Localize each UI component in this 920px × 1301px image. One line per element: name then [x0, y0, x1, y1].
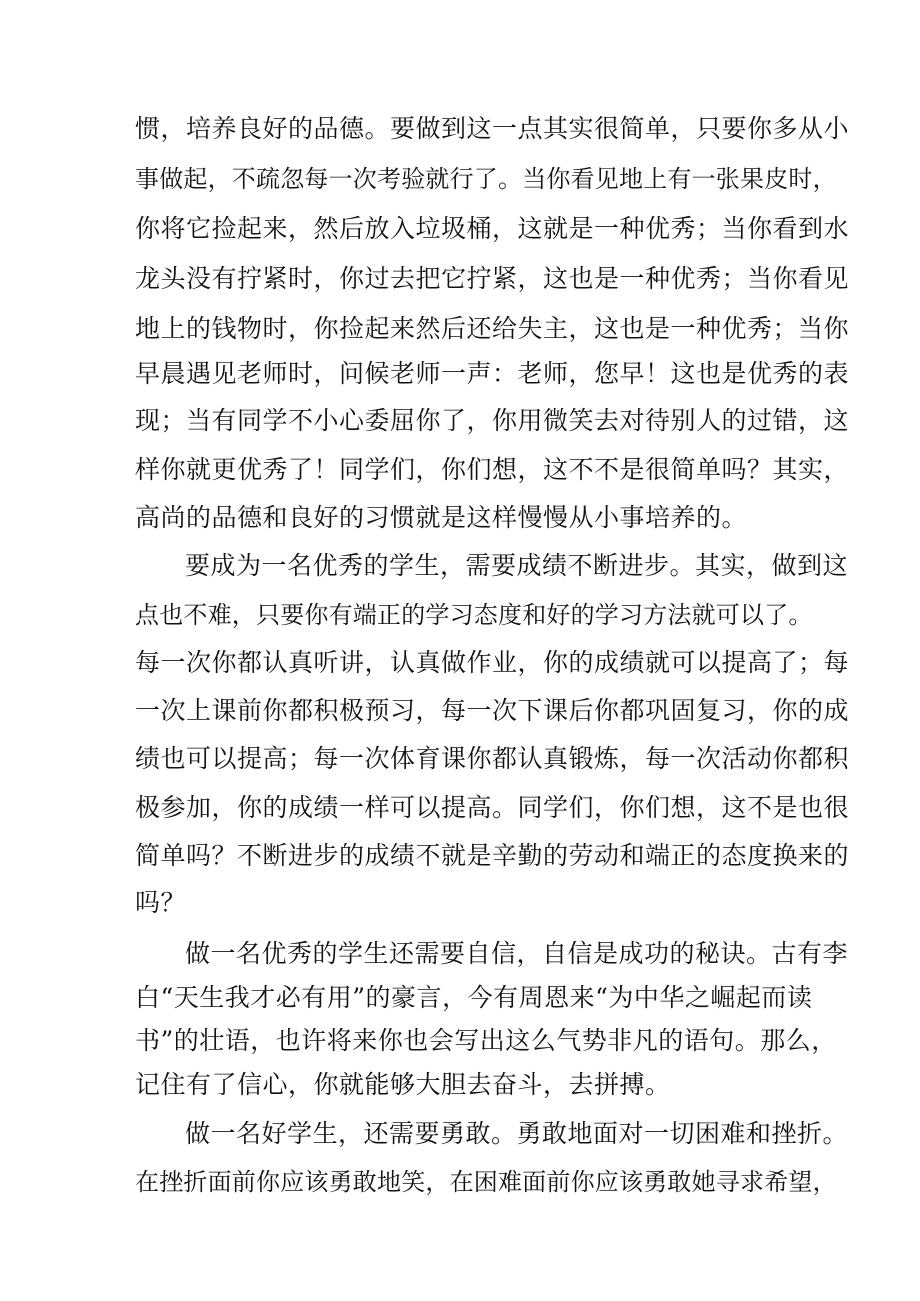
- paragraph-1-line-2: 事做起，不疏忽每一次考验就行了。当你看见地上有一张果皮时，: [135, 165, 837, 193]
- paragraph-2-line-3: 每一次你都认真听讲，认真做作业，你的成绩就可以提高了；每: [135, 648, 850, 677]
- paragraph-3-line-4: 记住有了信心，你就能够大胆去奋斗，去拼搏。: [135, 1070, 671, 1099]
- paragraph-2-line-7: 简单吗？不断进步的成绩不就是辛勤的劳动和端正的态度换来的: [135, 841, 850, 870]
- paragraph-2-line-5: 绩也可以提高；每一次体育课你都认真锻炼，每一次活动你都积: [135, 744, 850, 773]
- paragraph-1-line-7: 现；当有同学不小心委屈你了，你用微笑去对待别人的过错，这: [135, 406, 850, 435]
- paragraph-2-line-1: 要成为一名优秀的学生，需要成绩不断进步。其实，做到这: [185, 551, 849, 580]
- paragraph-2-line-2: 点也不难，只要你有端正的学习态度和好的学习方法就可以了。: [135, 601, 813, 629]
- paragraph-4-line-2: 在挫折面前你应该勇敢地笑，在困难面前你应该勇敢她寻求希望，: [135, 1168, 837, 1196]
- paragraph-1-line-6: 早晨遇见老师时，问候老师一声：老师，您早！这也是优秀的表: [135, 359, 850, 388]
- paragraph-3-line-3: 书”的壮语，也许将来你也会写出这么气势非凡的语句。那么，: [135, 1026, 837, 1055]
- paragraph-3-line-1: 做一名优秀的学生还需要自信，自信是成功的秘诀。古有李: [185, 939, 849, 968]
- paragraph-1-line-5: 地上的钱物时，你捡起来然后还给失主，这也是一种优秀；当你: [135, 314, 850, 343]
- paragraph-2-line-8: 吗？: [135, 888, 187, 917]
- paragraph-1-line-4: 龙头没有拧紧时，你过去把它拧紧，这也是一种优秀；当你看见: [135, 264, 850, 293]
- paragraph-3-line-2: 白“天生我才必有用”的豪言，今有周恩来“为中华之崛起而读: [135, 983, 813, 1012]
- paragraph-1-line-8: 样你就更优秀了！同学们，你们想，这不不是很简单吗？其实，: [135, 455, 850, 484]
- paragraph-2-line-4: 一次上课前你都积极预习，每一次下课后你都巩固复习，你的成: [135, 696, 850, 725]
- paragraph-1-line-9: 高尚的品德和良好的习惯就是这样慢慢从小事培养的。: [135, 503, 748, 532]
- paragraph-2-line-6: 极参加，你的成绩一样可以提高。同学们，你们想，这不是也很: [135, 793, 850, 822]
- paragraph-1-line-3: 你将它捡起来，然后放入垃圾桶，这就是一种优秀；当你看到水: [135, 214, 850, 243]
- paragraph-1-line-1: 惯，培养良好的品德。要做到这一点其实很简单，只要你多从小: [135, 114, 850, 143]
- paragraph-4-line-1: 做一名好学生，还需要勇敢。勇敢地面对一切困难和挫折。: [185, 1119, 849, 1148]
